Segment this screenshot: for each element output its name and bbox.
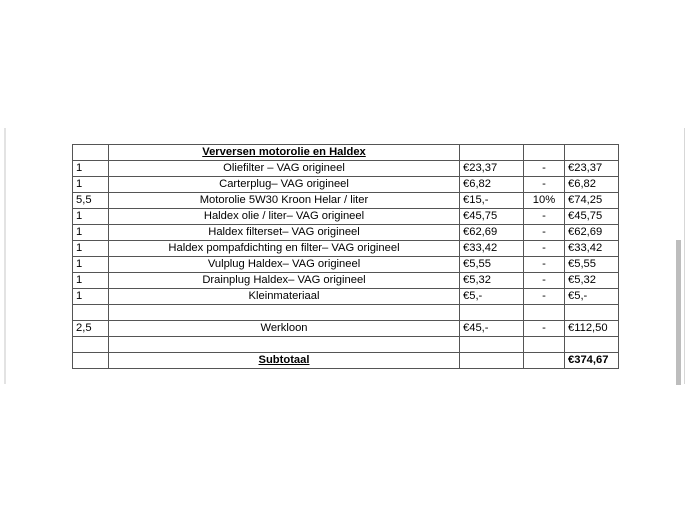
description-cell: Drainplug Haldex– VAG origineel — [109, 273, 460, 289]
discount-cell: - — [524, 257, 565, 273]
total-cell: €45,75 — [565, 209, 619, 225]
qty-cell: 1 — [73, 225, 109, 241]
total-cell: €5,- — [565, 289, 619, 305]
labor-row — [73, 321, 619, 337]
description-cell: Carterplug– VAG origineel — [109, 177, 460, 193]
discount-cell: - — [524, 209, 565, 225]
empty-cell — [73, 337, 109, 353]
empty-cell — [460, 337, 524, 353]
discount-cell: - — [524, 289, 565, 305]
qty-cell: 5,5 — [73, 193, 109, 209]
subtotal-row — [73, 353, 619, 369]
empty-cell — [524, 353, 565, 369]
empty-cell — [73, 353, 109, 369]
subtotal-label: Subtotaal — [109, 353, 460, 369]
empty-cell — [109, 337, 460, 353]
table-row — [73, 225, 619, 241]
description-cell: Werkloon — [109, 321, 460, 337]
description-cell: Haldex olie / liter– VAG origineel — [109, 209, 460, 225]
qty-cell: 1 — [73, 177, 109, 193]
discount-cell: - — [524, 225, 565, 241]
price-cell: €5,55 — [460, 257, 524, 273]
price-cell: €33,42 — [460, 241, 524, 257]
total-cell: €33,42 — [565, 241, 619, 257]
total-cell: €62,69 — [565, 225, 619, 241]
discount-cell: - — [524, 161, 565, 177]
qty-cell: 1 — [73, 209, 109, 225]
qty-cell: 1 — [73, 161, 109, 177]
description-cell: Vulplug Haldex– VAG origineel — [109, 257, 460, 273]
empty-cell — [565, 337, 619, 353]
table-row — [73, 209, 619, 225]
empty-cell — [109, 305, 460, 321]
description-cell: Kleinmateriaal — [109, 289, 460, 305]
price-cell: €23,37 — [460, 161, 524, 177]
price-cell: €15,- — [460, 193, 524, 209]
description-cell: Oliefilter – VAG origineel — [109, 161, 460, 177]
total-cell: €112,50 — [565, 321, 619, 337]
document-page — [4, 128, 685, 384]
price-cell: €6,82 — [460, 177, 524, 193]
empty-cell — [460, 305, 524, 321]
qty-cell: 1 — [73, 273, 109, 289]
header-price-cell — [460, 145, 524, 161]
empty-row — [73, 337, 619, 353]
price-cell: €5,32 — [460, 273, 524, 289]
empty-cell — [565, 305, 619, 321]
qty-cell: 1 — [73, 257, 109, 273]
total-cell: €5,55 — [565, 257, 619, 273]
empty-cell — [524, 305, 565, 321]
discount-cell: - — [524, 177, 565, 193]
header-total-cell — [565, 145, 619, 161]
scrollbar[interactable] — [676, 240, 681, 385]
qty-cell: 2,5 — [73, 321, 109, 337]
table-row — [73, 273, 619, 289]
table-row — [73, 161, 619, 177]
header-disc-cell — [524, 145, 565, 161]
discount-cell: - — [524, 241, 565, 257]
empty-cell — [524, 337, 565, 353]
empty-row — [73, 305, 619, 321]
discount-cell: 10% — [524, 193, 565, 209]
description-cell: Motorolie 5W30 Kroon Helar / liter — [109, 193, 460, 209]
discount-cell: - — [524, 321, 565, 337]
price-cell: €5,- — [460, 289, 524, 305]
total-cell: €74,25 — [565, 193, 619, 209]
empty-cell — [73, 305, 109, 321]
table-row — [73, 193, 619, 209]
table-title: Verversen motorolie en Haldex — [109, 145, 460, 161]
subtotal-value: €374,67 — [565, 353, 619, 369]
table-row — [73, 289, 619, 305]
table-row — [73, 241, 619, 257]
qty-cell: 1 — [73, 241, 109, 257]
total-cell: €6,82 — [565, 177, 619, 193]
description-cell: Haldex pompafdichting en filter– VAG origineel — [109, 241, 460, 257]
price-cell: €62,69 — [460, 225, 524, 241]
invoice-table — [72, 144, 619, 369]
price-cell: €45,- — [460, 321, 524, 337]
description-cell: Haldex filterset– VAG origineel — [109, 225, 460, 241]
table-row — [73, 177, 619, 193]
table-header-row — [73, 145, 619, 161]
table-row — [73, 257, 619, 273]
total-cell: €5,32 — [565, 273, 619, 289]
total-cell: €23,37 — [565, 161, 619, 177]
empty-cell — [460, 353, 524, 369]
header-qty-cell — [73, 145, 109, 161]
discount-cell: - — [524, 273, 565, 289]
price-cell: €45,75 — [460, 209, 524, 225]
qty-cell: 1 — [73, 289, 109, 305]
